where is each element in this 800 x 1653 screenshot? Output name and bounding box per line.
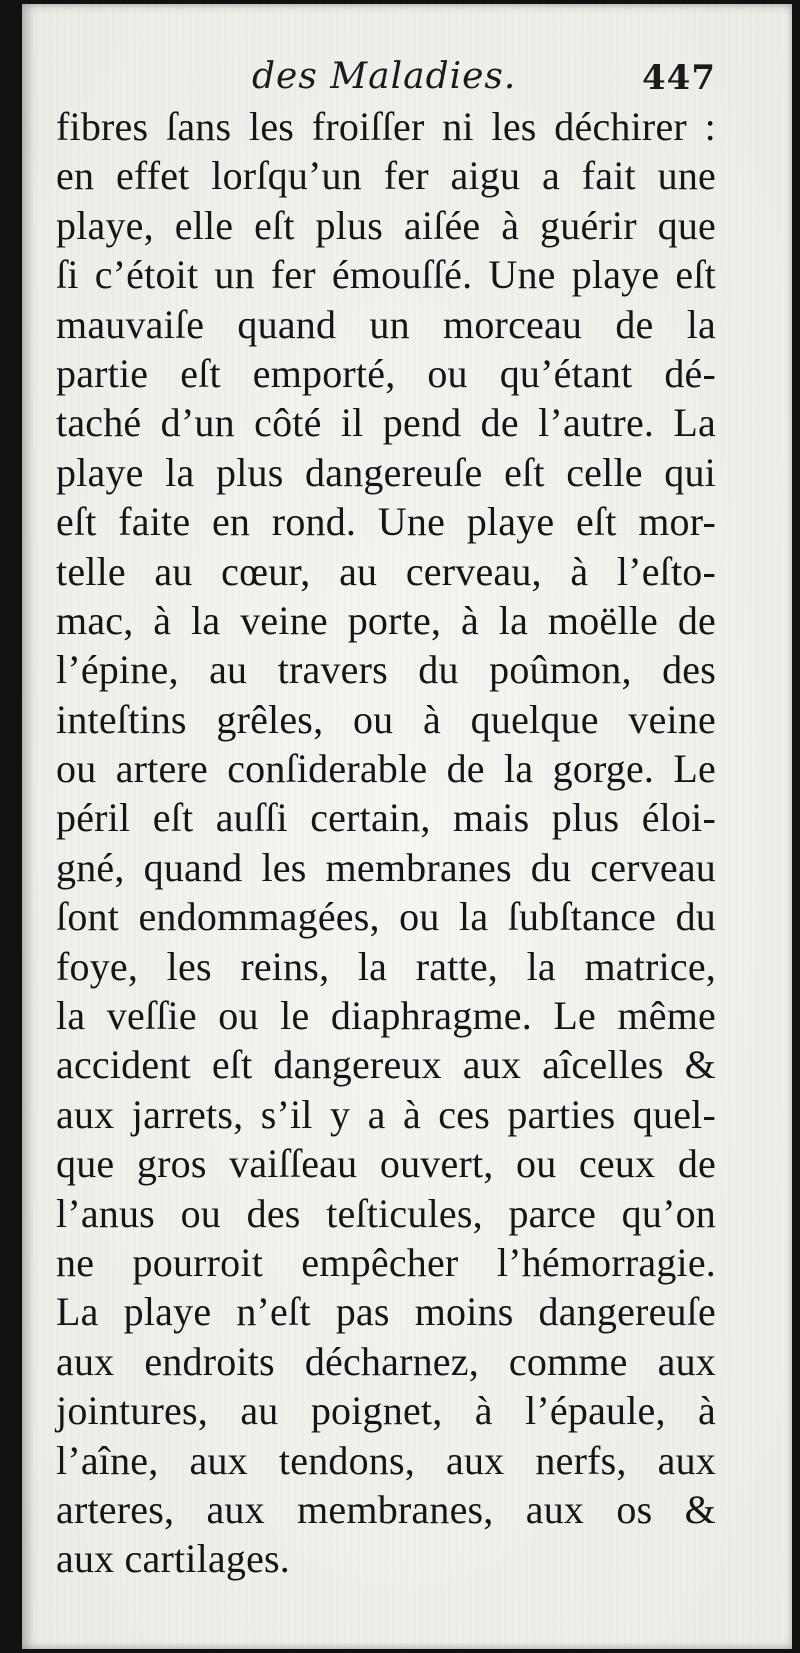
text-line: arteres, aux membranes, aux os &	[56, 1486, 716, 1532]
text-line: l’épine, au travers du poûmon, des	[56, 647, 716, 693]
text-line: en effet lorſqu’un fer aigu a fait une	[56, 153, 716, 199]
text-line: playe la plus dangereuſe eſt celle qui	[56, 449, 716, 495]
text-line: aux endroits décharnez, comme aux	[56, 1338, 716, 1384]
text-line: ſi c’étoit un fer émouſſé. Une playe eſt	[56, 252, 716, 298]
text-line: playe, elle eſt plus aiſée à guérir que	[56, 202, 716, 248]
text-line: ou artere conſiderable de la gorge. Le	[56, 746, 716, 792]
text-line: jointures, au poignet, à l’épaule, à	[56, 1388, 716, 1434]
text-line: taché d’un côté il pend de l’autre. La	[56, 400, 716, 446]
text-line: foye, les reins, la ratte, la matrice,	[56, 943, 716, 989]
body-text	[56, 102, 716, 1584]
text-line: ne pourroit empêcher l’hémorragie.	[56, 1239, 716, 1285]
text-line: mauvaiſe quand un morceau de la	[56, 301, 716, 347]
text-line: telle au cœur, au cerveau, à l’eſto-	[56, 548, 716, 594]
book-page	[22, 4, 792, 1649]
text-line-last: aux cartilages.	[56, 1536, 290, 1582]
text-line: la veſſie ou le diaphragme. Le même	[56, 993, 716, 1039]
text-line: l’aîne, aux tendons, aux nerfs, aux	[56, 1437, 716, 1483]
text-line: l’anus ou des teſticules, parce qu’on	[56, 1190, 716, 1236]
text-line: mac, à la veine porte, à la moëlle de	[56, 597, 716, 643]
text-line: péril eſt auſſi certain, mais plus éloi-	[56, 795, 716, 841]
text-line: gné, quand les membranes du cerveau	[56, 844, 716, 890]
page-number: 447	[642, 58, 716, 98]
text-line: accident eſt dangereux aux aîcelles &	[56, 1042, 716, 1088]
running-head: des Maladies.	[252, 56, 517, 97]
page-header	[22, 56, 792, 104]
text-line: La playe n’eſt pas moins dangereuſe	[56, 1289, 716, 1335]
text-line: inteſtins grêles, ou à quelque veine	[56, 696, 716, 742]
text-line: que gros vaiſſeau ouvert, ou ceux de	[56, 1141, 716, 1187]
text-line: partie eſt emporté, ou qu’étant dé-	[56, 350, 716, 396]
text-line: eſt faite en rond. Une playe eſt mor-	[56, 499, 716, 545]
text-line: aux jarrets, s’il y a à ces parties quel-	[56, 1091, 716, 1137]
text-line: fibres ſans les froiſſer ni les déchirer :	[56, 104, 716, 149]
text-line: ſont endommagées, ou la ſubſtance du	[56, 894, 716, 940]
